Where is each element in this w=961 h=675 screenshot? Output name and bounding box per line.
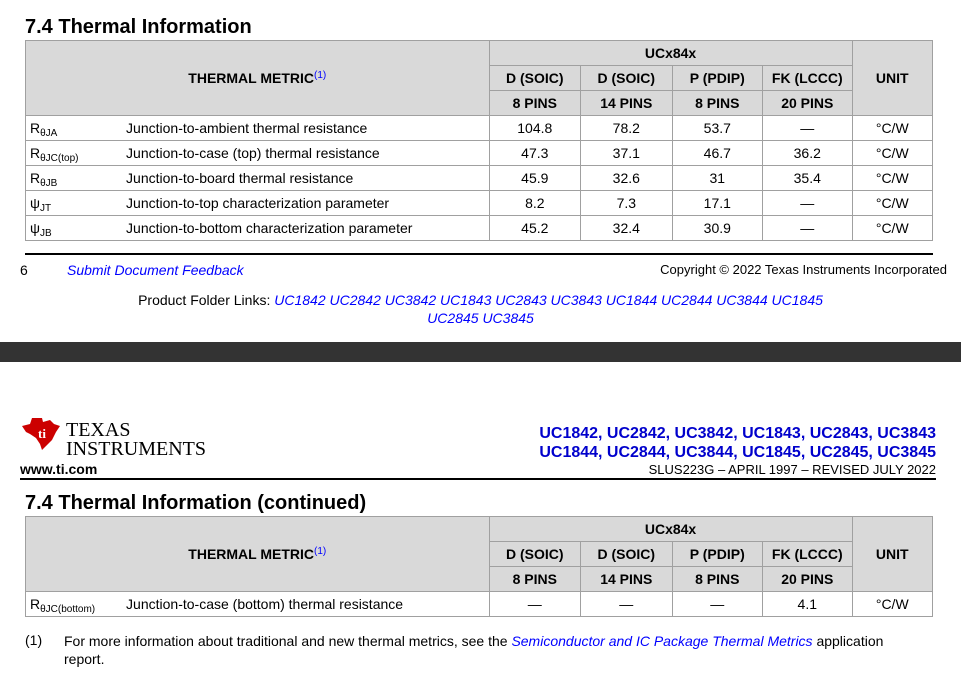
package-header: P (PDIP) xyxy=(672,66,762,91)
table-row xyxy=(26,216,933,241)
metric-value: — xyxy=(763,191,852,216)
pins-header: 8 PINS xyxy=(489,567,581,592)
metric-description: Junction-to-case (bottom) thermal resistance xyxy=(126,592,489,617)
pins-header: 20 PINS xyxy=(763,567,852,592)
metric-value: 32.6 xyxy=(581,166,673,191)
thermal-metrics-link[interactable]: Semiconductor and IC Package Thermal Metrics xyxy=(511,633,813,649)
footnote-text: application xyxy=(816,633,884,649)
group-header: UCx84x xyxy=(489,517,852,542)
metric-symbol: $R_{\theta JC(bottom)}$ xyxy=(26,592,127,617)
metric-value: — xyxy=(672,592,762,617)
part-numbers xyxy=(539,424,936,462)
metric-value: 53.7 xyxy=(672,116,762,141)
svg-text:ti: ti xyxy=(38,426,46,441)
table-row xyxy=(26,166,933,191)
footer-rule xyxy=(25,253,933,255)
metric-value: 32.4 xyxy=(581,216,673,241)
metric-value: 78.2 xyxy=(581,116,673,141)
metric-symbol: $\psi_{JB}$ xyxy=(26,216,127,241)
doc-id: SLUS223G – APRIL 1997 – REVISED JULY 2022 xyxy=(648,462,936,477)
pins-header: 8 PINS xyxy=(489,91,581,116)
package-header: P (PDIP) xyxy=(672,542,762,567)
page-number: 6 xyxy=(20,262,28,278)
metric-header: THERMAL METRIC$^{(1)}$ xyxy=(26,41,490,116)
ti-wordmark xyxy=(66,421,206,459)
footnote xyxy=(64,632,944,668)
table-row xyxy=(26,141,933,166)
metric-value: 45.2 xyxy=(489,216,581,241)
pins-header: 14 PINS xyxy=(581,91,673,116)
footnote-text: report. xyxy=(64,651,105,667)
metric-symbol: $R_{\theta JC(top)}$ xyxy=(26,141,127,166)
metric-value: 36.2 xyxy=(763,141,852,166)
folder-label: Product Folder Links: xyxy=(138,292,271,308)
metric-unit: °C/W xyxy=(852,141,932,166)
submit-feedback-link[interactable]: Submit Document Feedback xyxy=(67,262,244,278)
metric-value: 47.3 xyxy=(489,141,581,166)
metric-header: THERMAL METRIC$^{(1)}$ xyxy=(26,517,490,592)
footnote-ref[interactable]: (1) xyxy=(314,546,327,557)
unit-header: UNIT xyxy=(852,41,932,116)
metric-unit: °C/W xyxy=(852,592,932,617)
pins-header: 8 PINS xyxy=(672,567,762,592)
ti-logo xyxy=(20,416,62,450)
package-header: D (SOIC) xyxy=(489,66,581,91)
metric-symbol: $\psi_{JT}$ xyxy=(26,191,127,216)
footnote-text: For more information about traditional and new thermal metrics, see the xyxy=(64,633,508,649)
metric-value: — xyxy=(763,216,852,241)
metric-value: — xyxy=(489,592,581,617)
header-rule xyxy=(20,478,936,480)
metric-value: 4.1 xyxy=(763,592,852,617)
metric-unit: °C/W xyxy=(852,191,932,216)
logo-line1: TEXAS xyxy=(66,419,131,441)
table-row xyxy=(26,116,933,141)
metric-value: 35.4 xyxy=(763,166,852,191)
package-header: D (SOIC) xyxy=(489,542,581,567)
page-divider xyxy=(0,342,961,362)
unit-header: UNIT xyxy=(852,517,932,592)
footnote-ref[interactable]: (1) xyxy=(314,70,327,81)
metric-description: Junction-to-ambient thermal resistance xyxy=(126,116,489,141)
metric-value: — xyxy=(763,116,852,141)
package-header: D (SOIC) xyxy=(581,66,673,91)
metric-value: 46.7 xyxy=(672,141,762,166)
section-title: 7.4 Thermal Information xyxy=(25,16,252,38)
metric-description: Junction-to-case (top) thermal resistance xyxy=(126,141,489,166)
package-header: FK (LCCC) xyxy=(763,542,852,567)
thermal-table-continued xyxy=(25,516,933,617)
folder-links[interactable]: UC1842 UC2842 UC3842 UC1843 UC2843 UC3843 UC1844 UC2844 UC3844 UC1845 xyxy=(274,292,823,308)
metric-description: Junction-to-top characterization parameter xyxy=(126,191,489,216)
metric-symbol: $R_{\theta JB}$ xyxy=(26,166,127,191)
section-title-continued: 7.4 Thermal Information (continued) xyxy=(25,492,367,514)
table-row xyxy=(26,592,933,617)
metric-value: 30.9 xyxy=(672,216,762,241)
metric-unit: °C/W xyxy=(852,216,932,241)
metric-unit: °C/W xyxy=(852,116,932,141)
table-row xyxy=(26,191,933,216)
metric-value: 31 xyxy=(672,166,762,191)
metric-value: — xyxy=(581,592,673,617)
metric-value: 8.2 xyxy=(489,191,581,216)
metric-description: Junction-to-bottom characterization parameter xyxy=(126,216,489,241)
product-folder-links xyxy=(0,291,961,327)
metric-value: 17.1 xyxy=(672,191,762,216)
metric-value: 104.8 xyxy=(489,116,581,141)
metric-unit: °C/W xyxy=(852,166,932,191)
website-link[interactable]: www.ti.com xyxy=(20,461,98,477)
metric-description: Junction-to-board thermal resistance xyxy=(126,166,489,191)
metric-value: 37.1 xyxy=(581,141,673,166)
copyright: Copyright © 2022 Texas Instruments Incorporated xyxy=(660,262,947,277)
metric-symbol: $R_{\theta JA}$ xyxy=(26,116,127,141)
pins-header: 8 PINS xyxy=(672,91,762,116)
parts-line1[interactable]: UC1842, UC2842, UC3842, UC1843, UC2843, UC3843 xyxy=(539,425,936,442)
thermal-table xyxy=(25,40,933,241)
pins-header: 14 PINS xyxy=(581,567,673,592)
metric-value: 7.3 xyxy=(581,191,673,216)
parts-line2[interactable]: UC1844, UC2844, UC3844, UC1845, UC2845, UC3845 xyxy=(539,444,936,461)
logo-line2: INSTRUMENTS xyxy=(66,438,207,460)
pins-header: 20 PINS xyxy=(763,91,852,116)
ti-logo-icon xyxy=(20,416,62,450)
package-header: D (SOIC) xyxy=(581,542,673,567)
package-header: FK (LCCC) xyxy=(763,66,852,91)
folder-links[interactable]: UC2845 UC3845 xyxy=(427,310,534,326)
footnote-marker: (1) xyxy=(25,632,43,648)
metric-value: 45.9 xyxy=(489,166,581,191)
group-header: UCx84x xyxy=(489,41,852,66)
